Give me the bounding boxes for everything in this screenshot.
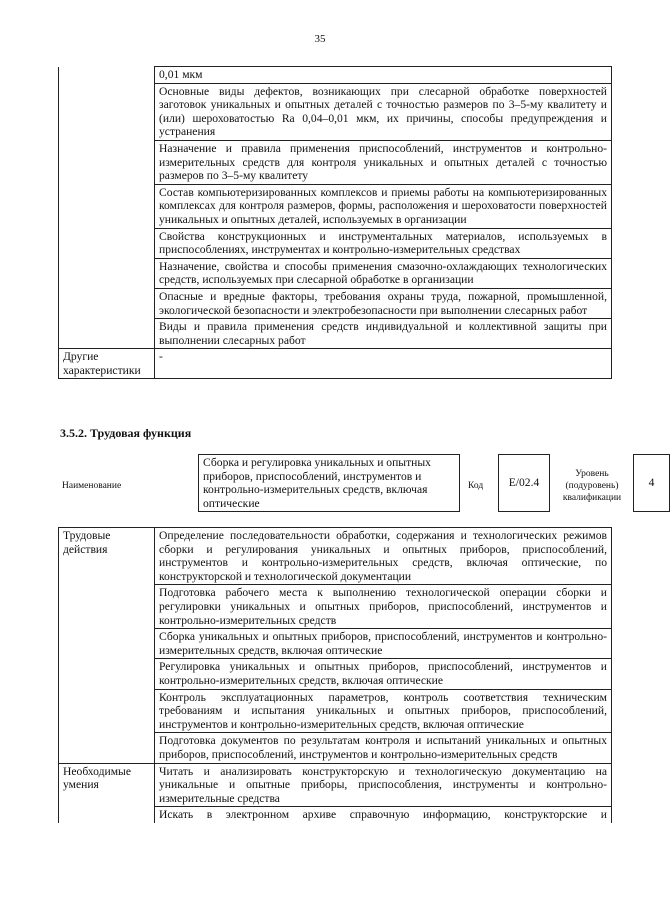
other-characteristics-label: Другие характеристики <box>59 349 155 379</box>
skills-label: Необходимые умения <box>59 763 155 823</box>
function-name: Сборка и регулировка уникальных и опытных приборов, приспособлений, инструментов и контрольно-измерительных средств, включая оптические <box>198 454 460 512</box>
knowledge-item: Назначение и правила применения приспособлений, инструментов и контрольно-измерительных средств для контроля уникальных и опытных деталей с точностью размеров по 3–5-му квалитету <box>155 140 612 184</box>
skill-item: Искать в электронном архиве справочную информацию, конструкторские и <box>155 807 612 823</box>
section-heading: 3.5.2. Трудовая функция <box>60 426 192 440</box>
table-row <box>59 349 612 379</box>
action-item: Подготовка рабочего места к выполнению технологической операции сборки и регулировки уникальных и опытных приборов, приспособлений, инструментов и контрольно-измерительных средств <box>155 585 612 629</box>
name-label: Наименование <box>62 481 122 491</box>
action-item: Контроль эксплуатационных параметров, контроль соответствия техническим требованиям и испытания уникальных и опытных приборов, приспособлений, инструментов и контрольно-измерительных средств, включая оптические <box>155 689 612 733</box>
knowledge-item: Опасные и вредные факторы, требования охраны труда, пожарной, промышленной, экологической безопасности и электробезопасности при выполнении слесарных работ <box>155 288 612 318</box>
empty-label-cell <box>59 258 155 288</box>
empty-label-cell <box>59 140 155 184</box>
knowledge-item: Виды и правила применения средств индивидуальной и коллективной защиты при выполнении слесарных работ <box>155 319 612 349</box>
knowledge-item: Свойства конструкционных и инструментальных материалов, используемых в приспособлениях, инструментах и контрольно-измерительных средствах <box>155 228 612 258</box>
table-row <box>59 258 612 288</box>
empty-label-cell <box>59 288 155 318</box>
knowledge-table <box>58 66 612 379</box>
other-characteristics-value: - <box>155 349 612 379</box>
level-value: 4 <box>633 454 670 512</box>
table-row <box>59 763 612 807</box>
table-row <box>59 319 612 349</box>
table-row <box>59 184 612 228</box>
code-value: E/02.4 <box>498 454 550 512</box>
knowledge-item: Назначение, свойства и способы применения смазочно-охлаждающих технологических средств, используемых при слесарной обработке в организации <box>155 258 612 288</box>
empty-label-cell <box>59 319 155 349</box>
table-row <box>59 140 612 184</box>
level-label: Уровень (подуровень) квалификации <box>562 469 622 503</box>
empty-label-cell <box>59 67 155 84</box>
actions-table <box>58 527 612 823</box>
action-item: Регулировка уникальных и опытных приборов, приспособлений, инструментов и контрольно-измерительных средств, включая оптические <box>155 659 612 689</box>
table-row <box>59 83 612 140</box>
actions-label: Трудовые действия <box>59 528 155 764</box>
skill-item: Читать и анализировать конструкторскую и технологическую документацию на уникальные и опытные приборы, приспособления, инструменты и контрольно-измерительные средства <box>155 763 612 807</box>
knowledge-item: 0,01 мкм <box>155 67 612 84</box>
table-row <box>59 528 612 585</box>
table-row <box>59 288 612 318</box>
action-item: Сборка уникальных и опытных приборов, приспособлений, инструментов и контрольно-измерительных средств, включая оптические <box>155 629 612 659</box>
action-item: Определение последовательности обработки, содержания и технологических режимов сборки и регулирования уникальных и опытных приборов, приспособлений, инструментов и контрольно-измерительных средств, включая оптические, по конструкторской и технологической документации <box>155 528 612 585</box>
empty-label-cell <box>59 228 155 258</box>
knowledge-item: Основные виды дефектов, возникающих при слесарной обработке поверхностей заготовок уникальных и опытных деталей с точностью размеров по 3–5-му квалитету и (или) шероховатостью Ra 0,04–0,01 мкм, их причины, способы предупреждения и устранения <box>155 83 612 140</box>
page-number: 35 <box>314 33 326 45</box>
action-item: Подготовка документов по результатам контроля и испытаний уникальных и опытных приборов, приспособлений, инструментов и контрольно-измерительных средств <box>155 733 612 763</box>
table-row <box>59 228 612 258</box>
table-row <box>59 67 612 84</box>
function-header <box>58 454 655 514</box>
empty-label-cell <box>59 184 155 228</box>
empty-label-cell <box>59 83 155 140</box>
code-label: Код <box>468 481 484 491</box>
knowledge-item: Состав компьютеризированных комплексов и приемы работы на компьютеризированных комплексах для контроля размеров, формы, расположения и шероховатости поверхностей уникальных и опытных деталей, используемых в организации <box>155 184 612 228</box>
